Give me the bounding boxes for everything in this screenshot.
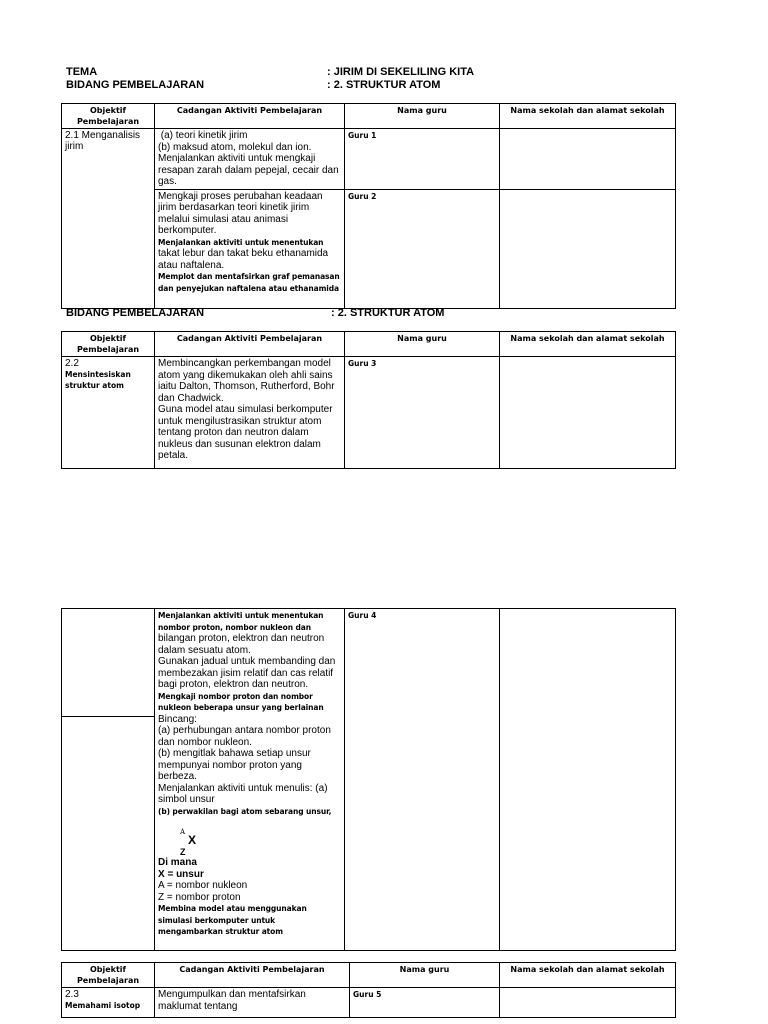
z-definition: Z = nombor proton [158, 891, 241, 903]
table-2-2 [61, 331, 676, 469]
col-guru: Nama guru [345, 104, 500, 129]
notation-z: Z [180, 847, 186, 857]
col-sekolah: Nama sekolah dan alamat sekolah [500, 963, 676, 988]
activity-bold: Membina model atau menggunakan simulasi berkomputer untuk mengambarkan struktur atom [158, 904, 307, 936]
sekolah-cell [500, 129, 676, 190]
table-2-2-continued [61, 608, 676, 951]
sekolah-cell [500, 988, 676, 1018]
tema-value: : JIRIM DI SEKELILING KITA [327, 66, 475, 78]
activity-line: Mengkaji proses perubahan keadaan jirim berdasarkan teori kinetik jirim melalui simulasi atau animasi berkomputer. [158, 190, 323, 236]
table-2-1 [61, 103, 676, 309]
col-cadangan: Cadangan Aktiviti Pembelajaran [155, 963, 350, 988]
guru-1: Guru 1 [345, 129, 500, 190]
activity-bold: Menjalankan aktiviti untuk menentukan [158, 237, 324, 247]
objective-2-3 [62, 988, 155, 1018]
sekolah-cell [500, 189, 676, 308]
col-guru: Nama guru [350, 963, 500, 988]
activity-line: bilangan proton, elektron dan neutron dalam sesuatu atom. Gunakan jadual untuk membanding dan membezakan jisim relatif dan cas relatif bagi proton, elektron dan neutron. [158, 633, 336, 690]
objective-number: 2.2 [65, 358, 79, 369]
notation-x: X [188, 833, 197, 847]
bidang-value-2: : 2. STRUKTUR ATOM [331, 307, 445, 319]
bidang-value: : 2. STRUKTUR ATOM [327, 79, 441, 91]
objective-text: Mensintesiskan struktur atom [65, 370, 131, 390]
activity-cell [155, 189, 345, 308]
col-sekolah: Nama sekolah dan alamat sekolah [500, 104, 676, 129]
col-sekolah: Nama sekolah dan alamat sekolah [500, 332, 676, 357]
activity-line: Menjalankan aktiviti untuk mengkaji resapan zarah dalam pepejal, cecair dan gas. [158, 153, 339, 187]
atom-notation [158, 827, 341, 857]
objective-cell [62, 609, 155, 717]
activity-cell [155, 609, 345, 951]
objective-text: Memahami isotop [65, 1001, 141, 1010]
col-guru: Nama guru [345, 332, 500, 357]
a-definition: A = nombor nukleon [158, 880, 248, 891]
guru-5: Guru 5 [350, 988, 500, 1018]
col-cadangan: Cadangan Aktiviti Pembelajaran [155, 332, 345, 357]
activity-cell: Mengumpulkan dan mentafsirkan maklumat tentang [155, 988, 350, 1018]
table-2-3 [61, 962, 676, 1018]
tema-label: TEMA [66, 66, 98, 78]
x-unsur: X = unsur [158, 868, 204, 880]
bidang-label: BIDANG PEMBELAJARAN [66, 79, 205, 91]
guru-2: Guru 2 [345, 189, 500, 308]
activity-bold: Memplot dan mentafsirkan graf pemanasan dan penyejukan naftalena atau ethanamida [158, 272, 340, 293]
objective-2-1: 2.1 Menganalisis jirim [62, 129, 155, 309]
col-objektif: Objektif Pembelajaran [62, 963, 155, 988]
bidang-label-2: BIDANG PEMBELAJARAN [66, 307, 205, 319]
guru-4: Guru 4 [345, 609, 500, 951]
activity-line: takat lebur dan takat beku ethanamida atau naftalena. [158, 248, 329, 271]
activity-cell [155, 129, 345, 190]
objective-cell [62, 717, 155, 951]
di-mana: Di mana [158, 857, 197, 868]
col-objektif: Objektif Pembelajaran [62, 104, 155, 129]
activity-cell: Membincangkan perkembangan model atom yang dikemukakan oleh ahli sains iaitu Dalton, Thomson, Rutherford, Bohr dan Chadwick. Guna model atau simulasi berkomputer untuk mengilustrasikan struktur atom tentang proton dan neutron dalam nukleus dan susunan elektron dalam petala. [155, 357, 345, 469]
activity-line: (a) teori kinetik jirim [158, 130, 248, 141]
guru-3: Guru 3 [345, 357, 500, 469]
activity-line: (b) maksud atom, molekul dan ion. [158, 141, 312, 153]
objective-2-2 [62, 357, 155, 469]
activity-bold: (b) perwakilan bagi atom sebarang unsur, [158, 806, 332, 816]
activity-line: Bincang: (a) perhubungan antara nombor proton dan nombor nukleon. (b) mengitlak bahawa setiap unsur mempunyai nombor proton yang berbeza. Menjalankan aktiviti untuk menulis: (a) simbol unsur [158, 713, 331, 805]
sekolah-cell [500, 357, 676, 469]
col-objektif: Objektif Pembelajaran [62, 332, 155, 357]
notation-a: A [180, 828, 186, 836]
objective-number: 2.3 [65, 989, 79, 1000]
activity-bold: Mengkaji nombor proton dan nombor nukleon beberapa unsur yang berlainan [158, 691, 324, 712]
activity-bold: Menjalankan aktiviti untuk menentukan nombor proton, nombor nukleon dan [158, 611, 324, 632]
sekolah-cell [500, 609, 676, 951]
col-cadangan: Cadangan Aktiviti Pembelajaran [155, 104, 345, 129]
